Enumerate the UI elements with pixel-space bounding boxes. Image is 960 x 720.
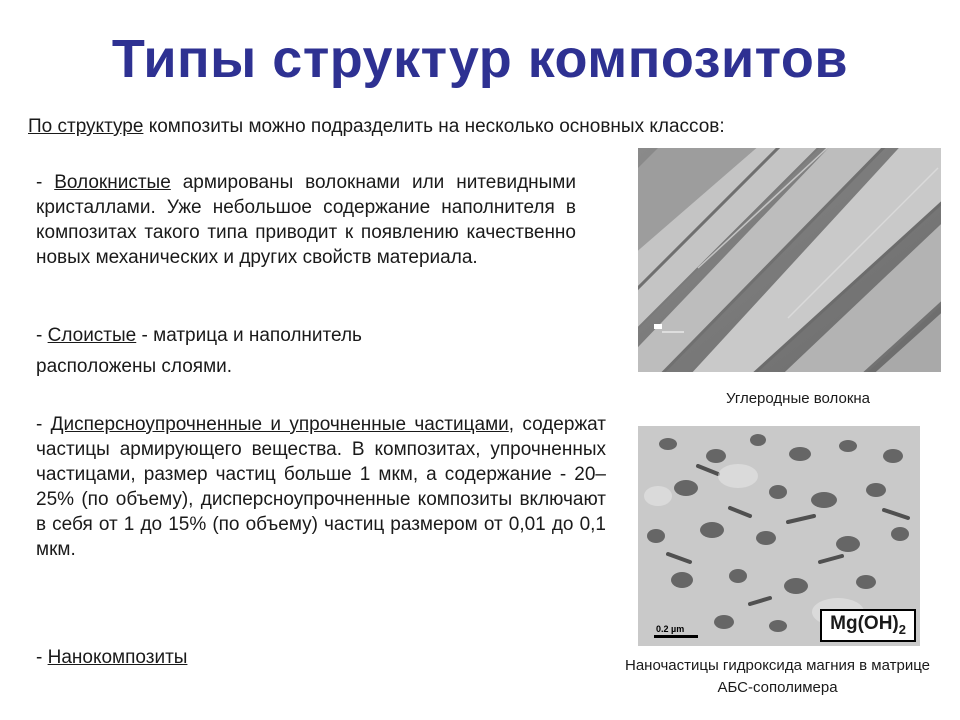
mgoh2-label-subscript: 2 bbox=[898, 622, 906, 637]
carbon-fibers-micrograph bbox=[638, 148, 941, 372]
carbon-fibers-caption: Углеродные волокна bbox=[725, 390, 871, 407]
text-dispersed: , содержат частицы армирующего вещества. В композитах, упрочненных частицами, размер частиц больше 1 мкм, а содержание - 20–25% (по объему), дисперсноупрочненные композиты включают в себя от 1 до 15% (по объему) частиц размером от 0,01 до 0,1 мкм. bbox=[36, 414, 606, 560]
term-layered: Слоистые bbox=[47, 325, 137, 346]
term-dispersed: Дисперсноупрочненные и упрочненные частицами bbox=[50, 414, 509, 435]
term-fibrous: Волокнистые bbox=[54, 172, 171, 193]
bullet-dash: - bbox=[36, 172, 55, 193]
nanoparticles-caption: Наночастицы гидроксида магния в матрице АБС-сополимера bbox=[625, 657, 930, 696]
paragraph-dispersed bbox=[36, 412, 606, 562]
intro-line bbox=[28, 116, 725, 138]
scale-bar bbox=[654, 635, 698, 638]
intro-text: композиты можно подразделить на несколько основных классов: bbox=[143, 116, 725, 137]
carbon-fibers-image bbox=[638, 148, 941, 372]
paragraph-layered bbox=[36, 320, 466, 382]
page-title: Типы структур композитов bbox=[111, 29, 849, 89]
scale-bar-label: 0.2 µm bbox=[656, 624, 685, 634]
bullet-dash: - bbox=[36, 647, 48, 668]
paragraph-fibrous bbox=[36, 170, 576, 270]
term-nano: Нанокомпозиты bbox=[47, 647, 188, 668]
bullet-dash: - bbox=[36, 325, 48, 346]
nanoparticles-image bbox=[638, 426, 920, 646]
paragraph-nano bbox=[36, 645, 187, 670]
intro-underlined-term: По структуре bbox=[28, 116, 144, 137]
text-layered: - матрица и наполнитель расположены слоями. bbox=[36, 325, 362, 377]
mgoh2-label-text: Mg(OH) bbox=[830, 613, 899, 635]
mgoh2-label bbox=[820, 609, 916, 642]
text-fibrous: армированы волокнами или нитевидными кристаллами. Уже небольшое содержание наполнителя в композитах такого типа приводит к появлению качественно новых механических и других свойств материала. bbox=[36, 172, 576, 268]
bullet-dash: - bbox=[36, 414, 51, 435]
